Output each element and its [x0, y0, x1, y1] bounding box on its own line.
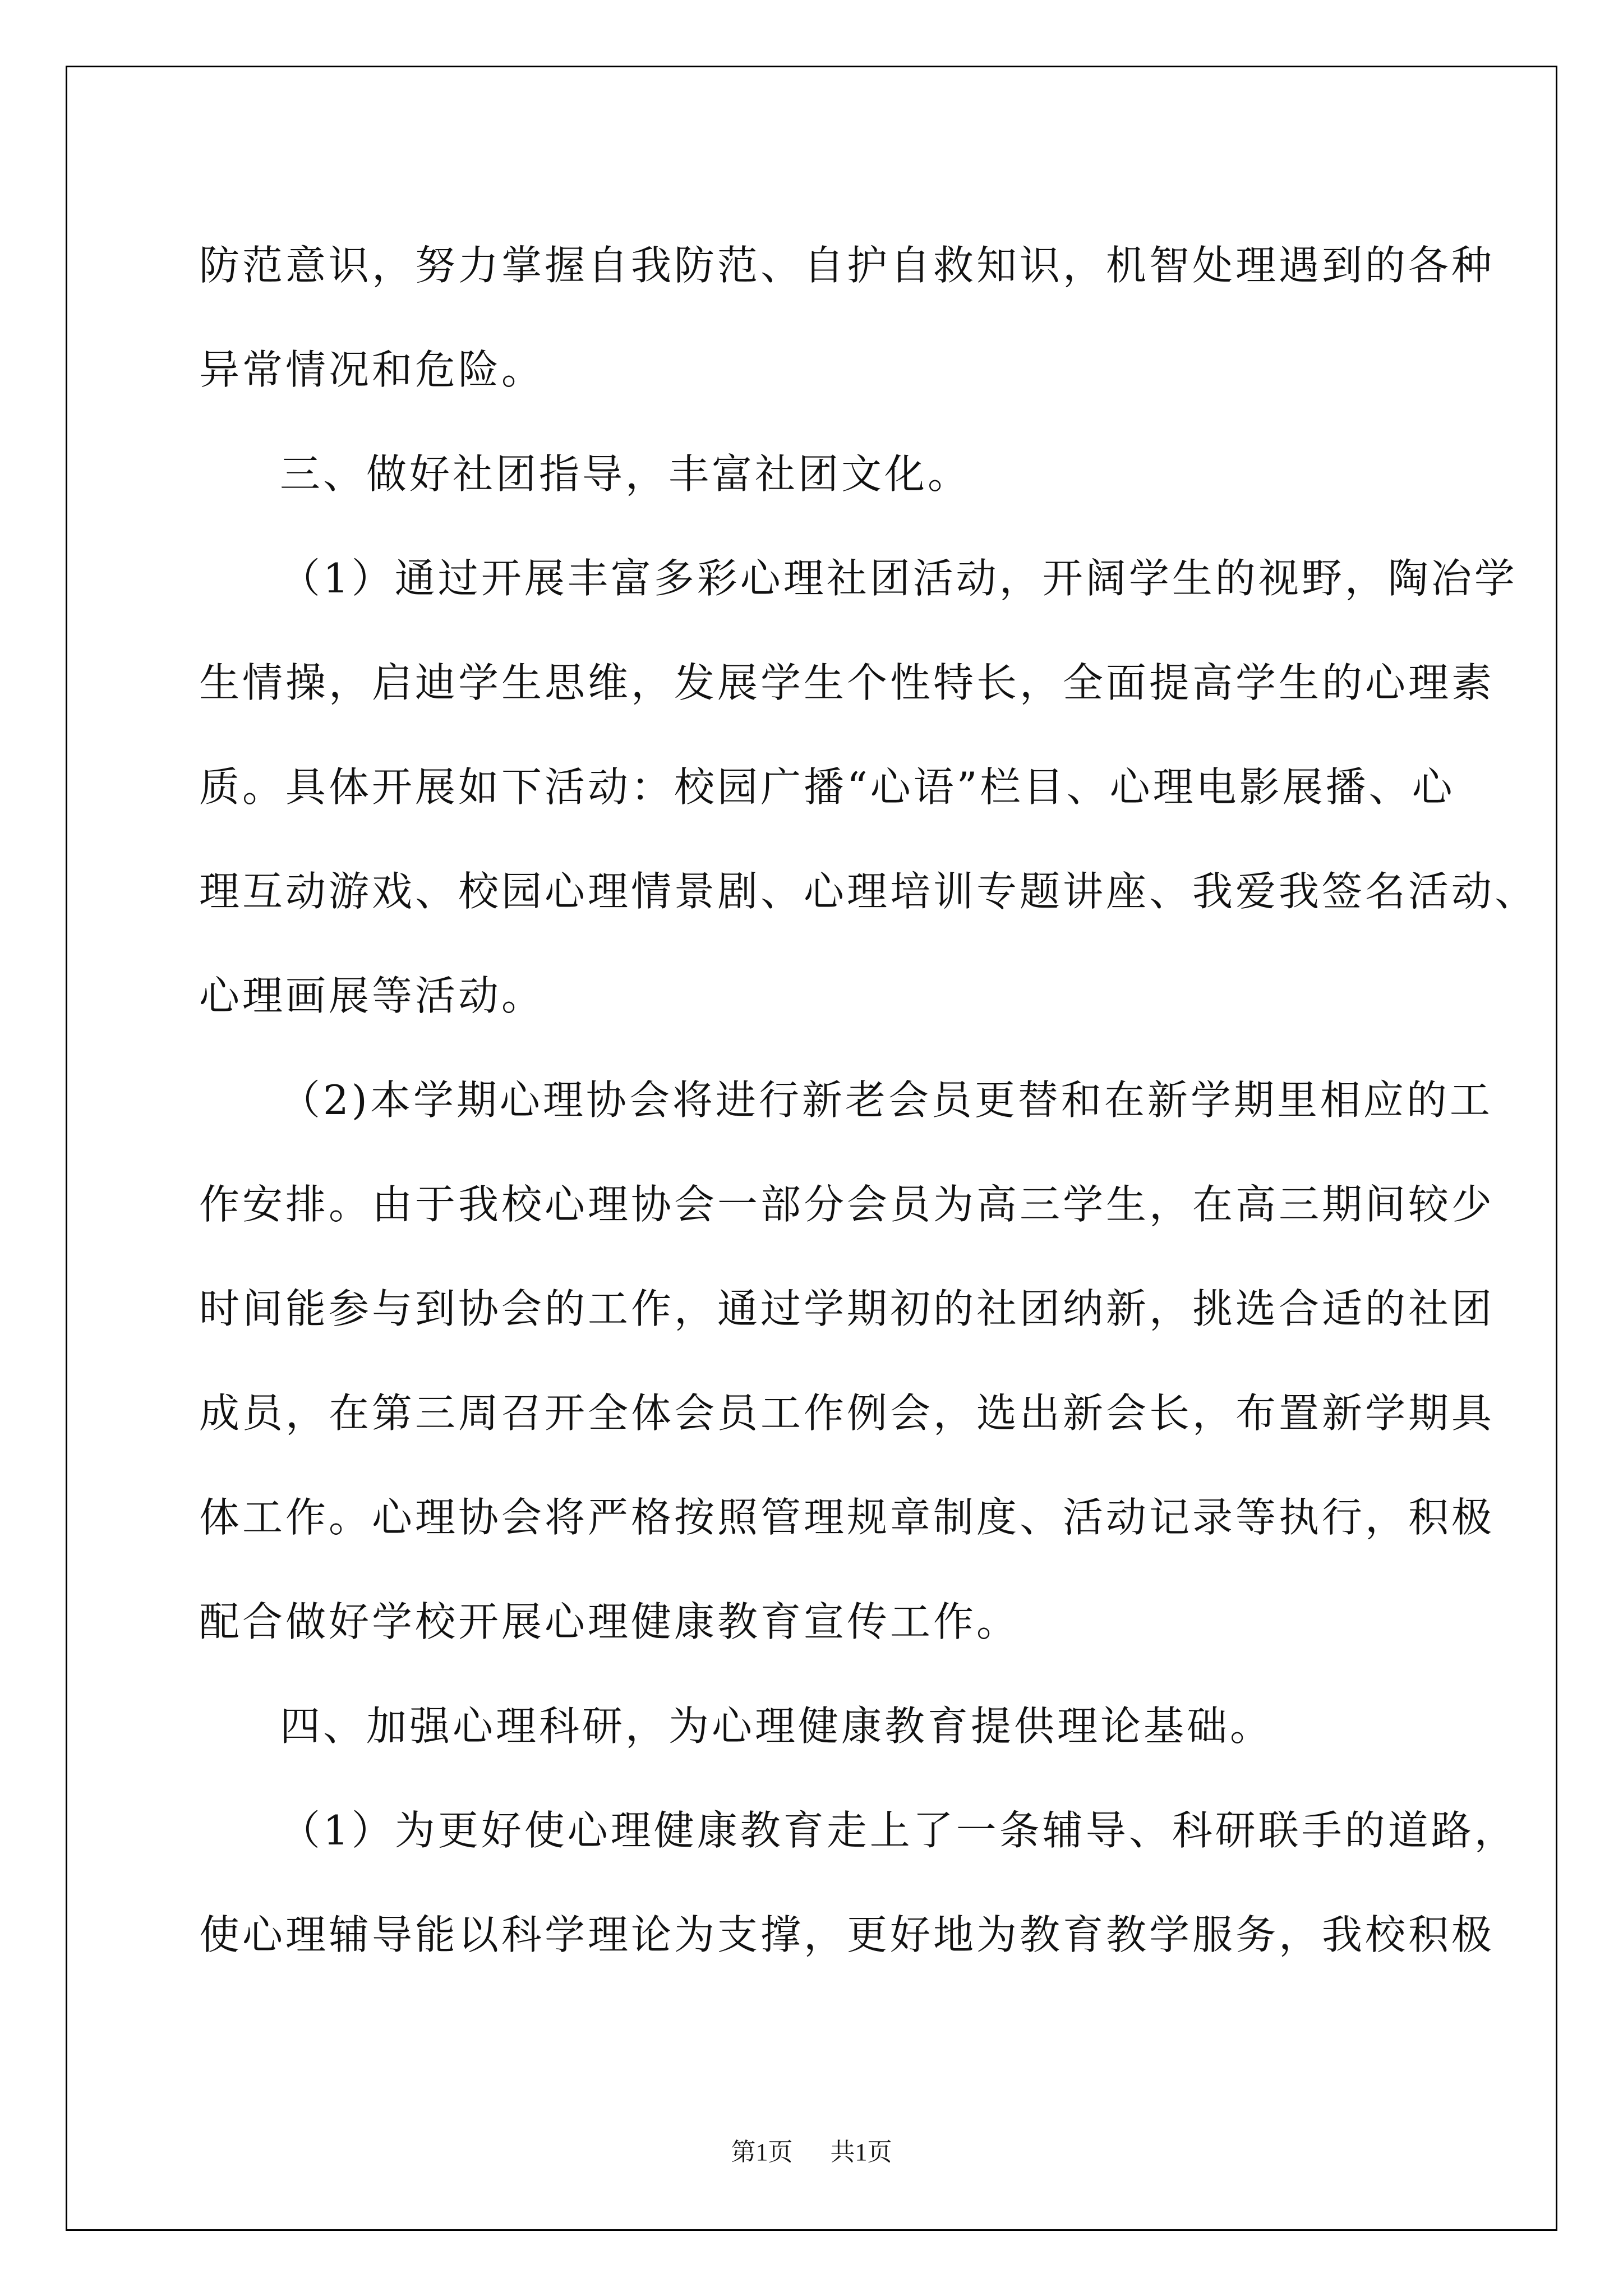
text-line: 时间能参与到协会的工作，通过学期初的社团纳新，挑选合适的社团: [199, 1285, 1495, 1332]
text-line: 防范意识，努力掌握自我防范、自护自救知识，机智处理遇到的各种: [199, 242, 1495, 289]
text-line: 生情操，启迪学生思维，发展学生个性特长，全面提高学生的心理素: [199, 659, 1495, 706]
text-line: 使心理辅导能以科学理论为支撑，更好地为教育教学服务，我校积极: [199, 1911, 1495, 1958]
page-number-current: 第1页: [731, 2138, 793, 2166]
text-line: （1）为更好使心理健康教育走上了一条辅导、科研联手的道路，: [280, 1807, 1518, 1854]
text-line: 异常情况和危险。: [199, 346, 545, 393]
text-line: 成员，在第三周召开全体会员工作例会，选出新会长，布置新学期具: [199, 1389, 1495, 1437]
text-line: 心理画展等活动。: [199, 972, 545, 1019]
text-line: 理互动游戏、校园心理情景剧、心理培训专题讲座、我爱我签名活动、: [199, 868, 1538, 915]
page-number-total: 共1页: [830, 2138, 892, 2166]
text-line: 作安排。由于我校心理协会一部分会员为高三学生，在高三期间较少: [199, 1181, 1495, 1228]
document-body: [199, 213, 1538, 1987]
text-line: 体工作。心理协会将严格按照管理规章制度、活动记录等执行，积极: [199, 1494, 1495, 1541]
text-line: 配合做好学校开展心理健康教育宣传工作。: [199, 1598, 1020, 1645]
section-heading-3: 三、做好社团指导，丰富社团文化。: [280, 450, 971, 498]
text-line: （2)本学期心理协会将进行新老会员更替和在新学期里相应的工: [280, 1076, 1493, 1124]
text-line: （1）通过开展丰富多彩心理社团活动，开阔学生的视野，陶冶学: [280, 555, 1518, 602]
text-line: 质。具体开展如下活动：校园广播“心语”栏目、心理电影展播、心: [199, 763, 1455, 811]
page-footer: [0, 2132, 1623, 2168]
section-heading-4: 四、加强心理科研，为心理健康教育提供理论基础。: [280, 1703, 1274, 1750]
